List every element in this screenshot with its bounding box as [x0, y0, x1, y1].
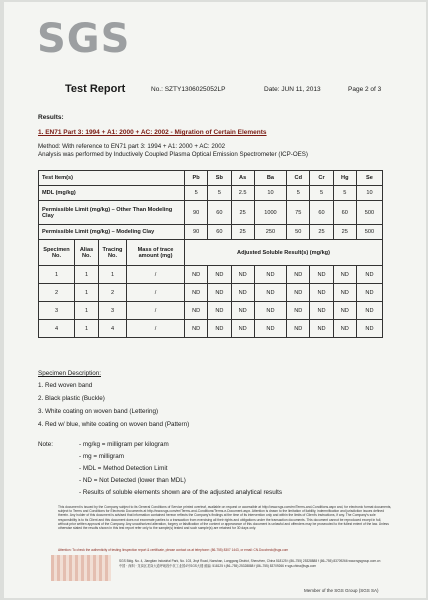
alias-header: Alias No. — [75, 240, 99, 266]
limit-clay-row — [39, 225, 383, 240]
result-cell: ND — [333, 284, 356, 302]
mdl-value: 5 — [287, 186, 310, 201]
result-cell: ND — [310, 284, 333, 302]
note-item: - mg/kg = milligram per kilogram — [79, 441, 169, 448]
mass-header: Mass of trace amount (mg) — [127, 240, 185, 266]
method-line: Method: With reference to EN71 part 3: 1994 + A1: 2000 + AC: 2002 — [38, 143, 226, 150]
result-cell: ND — [208, 284, 231, 302]
mdl-value: 10 — [254, 186, 286, 201]
tracing-header: Tracing No. — [99, 240, 127, 266]
report-date: Date: JUN 11, 2013 — [264, 86, 321, 93]
limit-value: 25 — [333, 225, 356, 240]
limit-clay-label: Permissible Limit (mg/kg) – Modeling Clay — [39, 225, 185, 240]
mdl-label: MDL (mg/kg) — [39, 186, 185, 201]
results-label: Results: — [38, 114, 64, 121]
limit-value: 50 — [287, 225, 310, 240]
result-cell: ND — [356, 320, 382, 338]
result-cell: ND — [231, 320, 254, 338]
mass-value: / — [127, 302, 185, 320]
specimen-header: Specimen No. — [39, 240, 75, 266]
result-cell: ND — [185, 266, 208, 284]
table-row — [39, 302, 383, 320]
result-cell: ND — [333, 320, 356, 338]
alias-no: 1 — [75, 266, 99, 284]
company-stamp — [51, 555, 111, 581]
limit-value: 500 — [356, 225, 382, 240]
method-line: Analysis was performed by Inductively Coupled Plasma Optical Emission Spectrometer (ICP-OES) — [38, 151, 308, 158]
result-cell: ND — [231, 284, 254, 302]
result-cell: ND — [254, 284, 286, 302]
result-cell: ND — [185, 320, 208, 338]
mass-value: / — [127, 284, 185, 302]
company-address — [119, 559, 389, 569]
address-chinese: 中国 · 深圳 · 龙岗区龙岗大道坪地段中坑工业园4号SGS大楼 邮编: 518125 t (86–755) 25328888 f (86–755) 83709266 e sgs.china@sgs.com — [119, 564, 317, 568]
adjusted-result-header: Adjusted Soluble Result(s) (mg/kg) — [185, 240, 383, 266]
limit-value: 500 — [356, 201, 382, 225]
result-cell: ND — [310, 320, 333, 338]
tracing-no: 3 — [99, 302, 127, 320]
limit-other-row — [39, 201, 383, 225]
specimen-no: 2 — [39, 284, 75, 302]
result-cell: ND — [333, 266, 356, 284]
limit-value: 25 — [231, 201, 254, 225]
result-cell: ND — [231, 266, 254, 284]
result-cell: ND — [356, 302, 382, 320]
limit-value: 75 — [287, 201, 310, 225]
alias-no: 1 — [75, 284, 99, 302]
report-number: No.: SZTY1306025052LP — [151, 86, 226, 93]
mass-value: / — [127, 266, 185, 284]
list-item: 4. Red w/ blue, white coating on woven band (Pattern) — [38, 421, 190, 428]
limit-value: 25 — [310, 225, 333, 240]
limit-value: 90 — [185, 201, 208, 225]
limit-value: 25 — [231, 225, 254, 240]
mdl-value: 5 — [333, 186, 356, 201]
table-row — [39, 266, 383, 284]
note-item: - Results of soluble elements shown are of the adjusted analytical results — [79, 489, 283, 496]
result-cell: ND — [208, 302, 231, 320]
authenticity-notice: Attention: To check the authenticity of testing /inspection report & certificate, please contact us at telephone: (86-755) 8307 1443, or email: CN.Doccheck@sgs.com — [58, 548, 289, 552]
result-cell: ND — [185, 284, 208, 302]
element-header: Sb — [208, 171, 231, 186]
terms-fine-print: This document is issued by the Company subject to its General Conditions of Service printed overleaf, available on request or accessible at http://www.sgs.com/en/Terms-and-Conditions.aspx and, for electronic format documents, subject to Terms and Conditions for Electronic Documents at http://www.sgs.com/en/Terms-and-Conditions/Terms-e-Document.aspx. Attention is drawn to the limitation of liability, indemnification and jurisdiction issues defined therein. Any holder of this document is advised that information contained hereon reflects the Company's findings at the time of its intervention only and within the limits of Client's instructions, if any. The Company's sole responsibility is to its Client and this document does not exonerate parties to a transaction from exercising all their rights and obligations under the transaction documents. This document cannot be reproduced except in full, without prior written approval of the Company. Any unauthorized alteration, forgery or falsification of the content or appearance of this document is unlawful and offenders may be prosecuted to the fullest extent of the law. Unless otherwise stated the results shown in this test report refer only to the sample(s) tested and such sample(s) are retained for 30 days only. — [58, 505, 392, 531]
result-cell: ND — [356, 266, 382, 284]
element-header: Cr — [310, 171, 333, 186]
mass-value: / — [127, 320, 185, 338]
mdl-value: 5 — [185, 186, 208, 201]
specimen-no: 3 — [39, 302, 75, 320]
result-cell: ND — [356, 284, 382, 302]
mdl-value: 5 — [208, 186, 231, 201]
alias-no: 1 — [75, 320, 99, 338]
member-line: Member of the SGS Group (SGS SA) — [304, 588, 379, 593]
result-cell: ND — [185, 302, 208, 320]
limit-value: 60 — [208, 201, 231, 225]
report-page — [4, 2, 426, 598]
specimen-description-list — [38, 382, 189, 434]
result-cell: ND — [333, 302, 356, 320]
result-cell: ND — [287, 266, 310, 284]
tracing-no: 4 — [99, 320, 127, 338]
list-item: 2. Black plastic (Buckle) — [38, 395, 105, 402]
result-cell: ND — [287, 302, 310, 320]
mdl-value: 2.5 — [231, 186, 254, 201]
note-item: - ND = Not Detected (lower than MDL) — [79, 477, 186, 484]
results-table — [38, 170, 383, 338]
result-cell: ND — [231, 302, 254, 320]
tracing-no: 2 — [99, 284, 127, 302]
result-cell: ND — [287, 284, 310, 302]
mdl-row — [39, 186, 383, 201]
specimen-description-title: Specimen Description: — [38, 370, 101, 377]
element-header: Ba — [254, 171, 286, 186]
note-item: - MDL = Method Detection Limit — [79, 465, 168, 472]
address-english: SGS Bldg. No. 4, Jiangtian Industrial Park, No. 103, Jinyi Road, Nanshan, Longgang District, Shenzhen, China 518125 t (86–755) 25328888 f (86–755) 83709266 www.sgsgroup.com.cn — [119, 559, 381, 563]
report-header — [4, 85, 426, 99]
limit-value: 1000 — [254, 201, 286, 225]
specimen-no: 1 — [39, 266, 75, 284]
sgs-logo: SGS — [37, 16, 131, 62]
element-header: Pb — [185, 171, 208, 186]
result-cell: ND — [310, 266, 333, 284]
element-header: Se — [356, 171, 382, 186]
method-text — [38, 143, 308, 159]
note-item: - mg = milligram — [79, 453, 124, 460]
result-cell: ND — [208, 320, 231, 338]
element-header: Cd — [287, 171, 310, 186]
element-header: Hg — [333, 171, 356, 186]
list-item: 1. Red woven band — [38, 382, 93, 389]
result-cell: ND — [208, 266, 231, 284]
result-cell: ND — [254, 302, 286, 320]
list-item: 3. White coating on woven band (Lettering) — [38, 408, 159, 415]
limit-value: 60 — [333, 201, 356, 225]
mdl-value: 5 — [310, 186, 333, 201]
result-cell: ND — [254, 266, 286, 284]
limit-value: 250 — [254, 225, 286, 240]
column-header-row — [39, 240, 383, 266]
result-cell: ND — [310, 302, 333, 320]
page-indicator: Page 2 of 3 — [348, 86, 382, 93]
result-cell: ND — [287, 320, 310, 338]
mdl-value: 10 — [356, 186, 382, 201]
note-list — [79, 441, 282, 501]
limit-value: 90 — [185, 225, 208, 240]
section-title: 1. EN71 Part 3: 1994 + A1: 2000 + AC: 2002 - Migration of Certain Elements — [38, 129, 267, 136]
table-row — [39, 320, 383, 338]
limit-other-label: Permissible Limit (mg/kg) – Other Than Modeling Clay — [39, 201, 185, 225]
specimen-no: 4 — [39, 320, 75, 338]
alias-no: 1 — [75, 302, 99, 320]
element-header: As — [231, 171, 254, 186]
limit-value: 60 — [208, 225, 231, 240]
note-label: Note: — [38, 441, 54, 448]
table-row — [39, 284, 383, 302]
report-title: Test Report — [65, 83, 126, 95]
test-items-header: Test Item(s) — [39, 171, 185, 186]
limit-value: 60 — [310, 201, 333, 225]
tracing-no: 1 — [99, 266, 127, 284]
result-cell: ND — [254, 320, 286, 338]
